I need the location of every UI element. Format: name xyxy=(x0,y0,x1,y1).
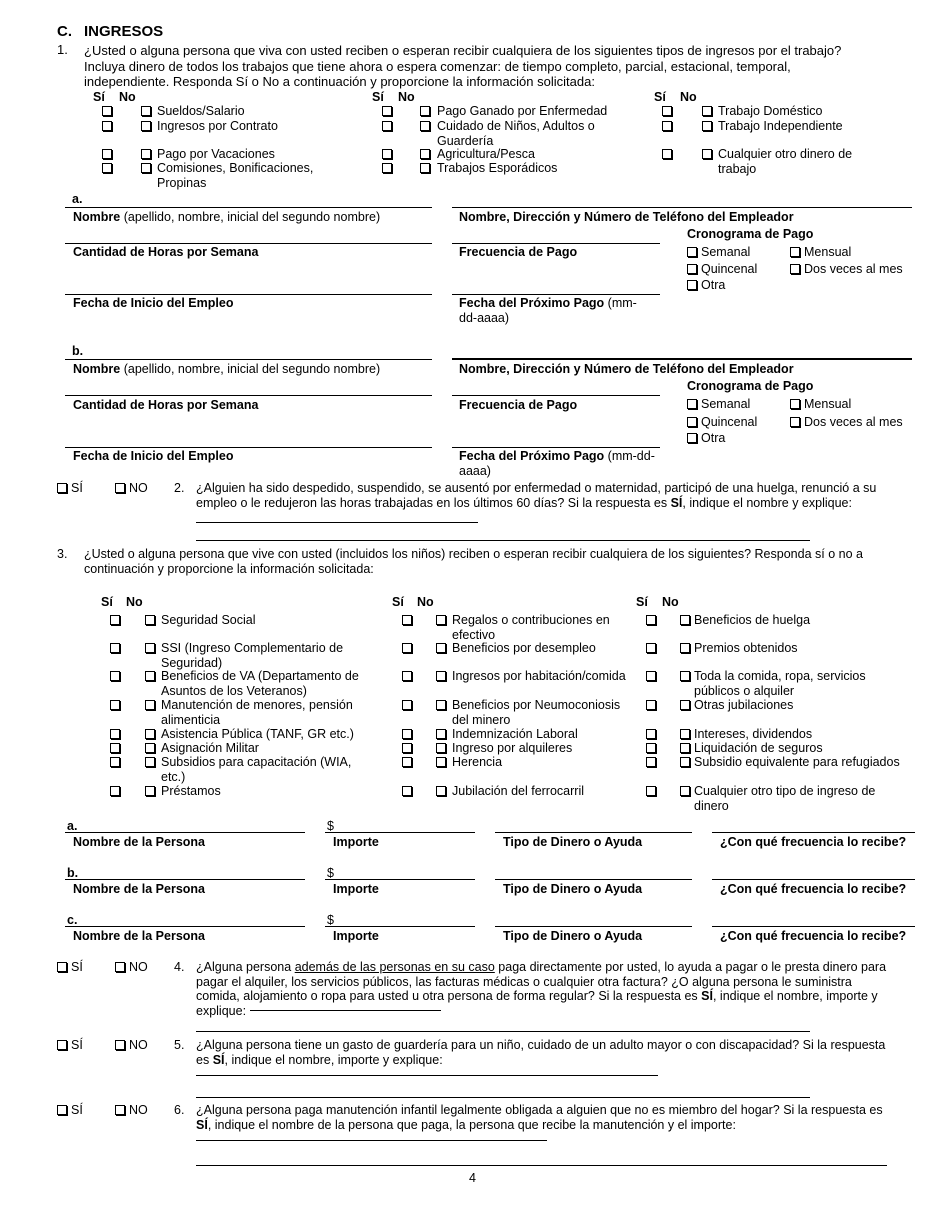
q1-no-header-1: No xyxy=(119,90,136,104)
q1-c2-r4-no-checkbox[interactable] xyxy=(420,163,430,173)
q3-c1-r4-label: Manutención de menores, pensión alimenticia xyxy=(161,698,353,727)
income-c-amount-label: Importe xyxy=(333,929,379,943)
income-a-letter: a. xyxy=(67,819,78,833)
income-c-freq-label: ¿Con qué frecuencia lo recibe? xyxy=(720,929,907,943)
q3-yes-header-1: Sí xyxy=(101,595,113,609)
q3-yes-header-3: Sí xyxy=(636,595,648,609)
q1-c3-r1-label: Trabajo Doméstico xyxy=(718,104,823,118)
income-c-person-label: Nombre de la Persona xyxy=(73,929,205,943)
employer-b-next-label: Fecha del Próximo Pago (mm-dd-aaaa) xyxy=(459,449,655,478)
q3-c1-r2-yes-checkbox[interactable] xyxy=(110,643,120,653)
employer-a-freq-label: Frecuencia de Pago xyxy=(459,245,578,259)
q1-c1-r1-label: Sueldos/Salario xyxy=(157,104,245,118)
q1-c1-r4-label: Comisiones, Bonificaciones, Propinas xyxy=(157,161,314,190)
q1-c1-r3-yes-checkbox[interactable] xyxy=(102,149,112,159)
q3-no-header-3: No xyxy=(662,595,679,609)
income-c-type-label: Tipo de Dinero o Ayuda xyxy=(503,929,643,943)
q1-c2-r4-yes-checkbox[interactable] xyxy=(382,163,392,173)
q3-c3-r6-label: Liquidación de seguros xyxy=(694,741,823,755)
q3-c1-r1-label: Seguridad Social xyxy=(161,613,256,627)
income-a-person-label: Nombre de la Persona xyxy=(73,835,205,849)
q1-no-header-3: No xyxy=(680,90,697,104)
employer-a-start-label: Fecha de Inicio del Empleo xyxy=(73,296,234,310)
income-b-type-label: Tipo de Dinero o Ayuda xyxy=(503,882,643,896)
q3-c3-r1-no-checkbox[interactable] xyxy=(680,615,690,625)
q3-c2-r5-no-checkbox[interactable] xyxy=(436,729,446,739)
q3-c3-r5-no-checkbox[interactable] xyxy=(680,729,690,739)
q2-text: ¿Alguien ha sido despedido, suspendido, se ausentó por enfermedad o maternidad, participó de una huelga, renunció a su empleo o le redujeron las horas trabajadas en los últimos 60 días? Si la respuesta es SÍ, indique el nombre y explique: xyxy=(196,481,877,510)
q3-no-header-1: No xyxy=(126,595,143,609)
q3-number: 3. xyxy=(57,547,68,561)
q3-c3-r3-label: Toda la comida, ropa, servicios públicos o alquiler xyxy=(694,669,866,698)
q3-c1-r8-no-checkbox[interactable] xyxy=(145,786,155,796)
q3-c1-r6-no-checkbox[interactable] xyxy=(145,743,155,753)
q3-c3-r7-yes-checkbox[interactable] xyxy=(646,757,656,767)
q3-c2-r5-yes-checkbox[interactable] xyxy=(402,729,412,739)
q3-c2-r2-label: Beneficios por desempleo xyxy=(452,641,596,655)
q3-c2-r2-yes-checkbox[interactable] xyxy=(402,643,412,653)
q3-c2-r8-label: Jubilación del ferrocarril xyxy=(452,784,585,798)
q3-yes-header-2: Sí xyxy=(392,595,404,609)
q3-c1-r3-no-checkbox[interactable] xyxy=(145,671,155,681)
q3-c2-r1-yes-checkbox[interactable] xyxy=(402,615,412,625)
q3-c3-r4-no-checkbox[interactable] xyxy=(680,700,690,710)
q3-c1-r5-yes-checkbox[interactable] xyxy=(110,729,120,739)
q3-c3-r1-label: Beneficios de huelga xyxy=(694,613,811,627)
q3-no-header-2: No xyxy=(417,595,434,609)
q3-c2-r6-yes-checkbox[interactable] xyxy=(402,743,412,753)
q3-text: ¿Usted o alguna persona que vive con usted (incluidos los niños) reciben o esperan recibir cualquiera de los siguientes? Responda sí o no a continuación y proporcione la información solicitada: xyxy=(84,547,863,576)
q4-text: ¿Alguna persona además de las personas en su caso paga directamente por usted, lo ayuda a pagar o le presta dinero para pagar el alquiler, los servicios públicos, las facturas médicas o cualquier otra factura? ¿O alguna persona le suministra comida, alojamiento o ropa para usted u otra persona de forma regular? Si la respuesta es SÍ, indique el nombre, importe y explique: xyxy=(196,960,887,1018)
q1-c1-r3-no-checkbox[interactable] xyxy=(141,149,151,159)
q3-c2-r8-no-checkbox[interactable] xyxy=(436,786,446,796)
employer-a-opt-mensual[interactable]: Mensual xyxy=(790,245,851,260)
q1-c3-r3-yes-checkbox[interactable] xyxy=(662,149,672,159)
q1-yes-header-2: Sí xyxy=(372,90,384,104)
q3-c1-r7-no-checkbox[interactable] xyxy=(145,757,155,767)
q3-c1-r2-no-checkbox[interactable] xyxy=(145,643,155,653)
employer-b-opt-semanal[interactable]: Semanal xyxy=(687,397,750,412)
q3-c3-r1-yes-checkbox[interactable] xyxy=(646,615,656,625)
q1-c2-r3-no-checkbox[interactable] xyxy=(420,149,430,159)
q3-c2-r6-no-checkbox[interactable] xyxy=(436,743,446,753)
q3-c1-r5-label: Asistencia Pública (TANF, GR etc.) xyxy=(161,727,354,741)
q4-yes-option[interactable]: SÍ xyxy=(57,960,83,975)
q3-c3-r4-yes-checkbox[interactable] xyxy=(646,700,656,710)
income-b-freq-label: ¿Con qué frecuencia lo recibe? xyxy=(720,882,907,896)
employer-a-name-label: Nombre (apellido, nombre, inicial del segundo nombre) xyxy=(73,210,381,224)
q3-c1-r3-label: Beneficios de VA (Departamento de Asuntos de los Veteranos) xyxy=(161,669,359,698)
q3-c2-r1-no-checkbox[interactable] xyxy=(436,615,446,625)
q1-c2-r3-yes-checkbox[interactable] xyxy=(382,149,392,159)
q3-c3-r3-no-checkbox[interactable] xyxy=(680,671,690,681)
q3-c2-r5-label: Indemnización Laboral xyxy=(452,727,578,741)
q1-number: 1. xyxy=(57,42,68,57)
q1-c3-r1-no-checkbox[interactable] xyxy=(702,106,712,116)
q1-c1-r1-no-checkbox[interactable] xyxy=(141,106,151,116)
employer-b-opt-mensual[interactable]: Mensual xyxy=(790,397,851,412)
q1-c1-r3-label: Pago por Vacaciones xyxy=(157,147,275,161)
q3-c3-r7-label: Subsidio equivalente para refugiados xyxy=(694,755,900,769)
q3-c3-r8-yes-checkbox[interactable] xyxy=(646,786,656,796)
q3-c1-r1-no-checkbox[interactable] xyxy=(145,615,155,625)
income-c-letter: c. xyxy=(67,913,78,927)
q3-c2-r2-no-checkbox[interactable] xyxy=(436,643,446,653)
q6-number: 6. xyxy=(174,1103,185,1117)
q3-c3-r6-no-checkbox[interactable] xyxy=(680,743,690,753)
q2-yes-option[interactable]: SÍ xyxy=(57,481,83,496)
employer-a-next-label: Fecha del Próximo Pago (mm-dd-aaaa) xyxy=(459,296,637,325)
employer-b-hours-label: Cantidad de Horas por Semana xyxy=(73,398,259,412)
q3-c1-r8-yes-checkbox[interactable] xyxy=(110,786,120,796)
q1-c2-r2-no-checkbox[interactable] xyxy=(420,121,430,131)
q1-c1-r2-label: Ingresos por Contrato xyxy=(157,119,278,133)
q1-c1-r1-yes-checkbox[interactable] xyxy=(102,106,112,116)
q1-no-header-2: No xyxy=(398,90,415,104)
q1-c2-r1-yes-checkbox[interactable] xyxy=(382,106,392,116)
q5-text: ¿Alguna persona tiene un gasto de guardería para un niño, cuidado de un adulto mayor o con discapacidad? Si la respuesta es SÍ, indique el nombre, importe y explique: xyxy=(196,1038,886,1067)
q3-c2-r4-no-checkbox[interactable] xyxy=(436,700,446,710)
q3-c3-r2-label: Premios obtenidos xyxy=(694,641,798,655)
income-a-type-label: Tipo de Dinero o Ayuda xyxy=(503,835,643,849)
q1-c3-r2-yes-checkbox[interactable] xyxy=(662,121,672,131)
employer-a-opt-dos-veces[interactable]: Dos veces al mes xyxy=(790,262,903,277)
employer-b-start-label: Fecha de Inicio del Empleo xyxy=(73,449,234,463)
q3-c2-r7-yes-checkbox[interactable] xyxy=(402,757,412,767)
employer-a-hours-label: Cantidad de Horas por Semana xyxy=(73,245,259,259)
employer-b-schedule-label: Cronograma de Pago xyxy=(687,379,814,393)
employer-a-opt-semanal[interactable]: Semanal xyxy=(687,245,750,260)
q5-number: 5. xyxy=(174,1038,185,1052)
q3-c1-r6-yes-checkbox[interactable] xyxy=(110,743,120,753)
q3-c2-r7-label: Herencia xyxy=(452,755,503,769)
q3-c2-r3-no-checkbox[interactable] xyxy=(436,671,446,681)
q2-no-option[interactable]: NO xyxy=(115,481,148,496)
q3-c2-r3-label: Ingresos por habitación/comida xyxy=(452,669,626,683)
employer-a-opt-quincenal[interactable]: Quincenal xyxy=(687,262,757,277)
q3-c1-r1-yes-checkbox[interactable] xyxy=(110,615,120,625)
q4-no-option[interactable]: NO xyxy=(115,960,148,975)
q1-c1-r2-no-checkbox[interactable] xyxy=(141,121,151,131)
employer-a-opt-otra[interactable]: Otra xyxy=(687,278,725,293)
q1-c2-r4-label: Trabajos Esporádicos xyxy=(437,161,558,175)
income-b-dollar: $ xyxy=(327,866,334,880)
q3-c1-r5-no-checkbox[interactable] xyxy=(145,729,155,739)
q3-c3-r4-label: Otras jubilaciones xyxy=(694,698,794,712)
income-b-person-label: Nombre de la Persona xyxy=(73,882,205,896)
employer-a-letter: a. xyxy=(72,192,83,206)
q1-c2-r2-label: Cuidado de Niños, Adultos o Guardería xyxy=(437,119,595,148)
q1-c2-r2-yes-checkbox[interactable] xyxy=(382,121,392,131)
q1-c1-r2-yes-checkbox[interactable] xyxy=(102,121,112,131)
q6-text: ¿Alguna persona paga manutención infantil legalmente obligada a alguien que no es miembro del hogar? Si la respuesta es SÍ, indique el nombre de la persona que paga, la persona que recibe la manutención y el importe: xyxy=(196,1103,883,1132)
q3-c3-r3-yes-checkbox[interactable] xyxy=(646,671,656,681)
income-a-amount-label: Importe xyxy=(333,835,379,849)
employer-b-opt-dos-veces[interactable]: Dos veces al mes xyxy=(790,415,903,430)
q3-c2-r4-yes-checkbox[interactable] xyxy=(402,700,412,710)
employer-b-name-label: Nombre (apellido, nombre, inicial del segundo nombre) xyxy=(73,362,381,376)
employer-b-opt-quincenal[interactable]: Quincenal xyxy=(687,415,757,430)
q1-c2-r1-label: Pago Ganado por Enfermedad xyxy=(437,104,608,118)
q3-c2-r1-label: Regalos o contribuciones en efectivo xyxy=(452,613,610,642)
q4-number: 4. xyxy=(174,960,185,974)
income-a-freq-label: ¿Con qué frecuencia lo recibe? xyxy=(720,835,907,849)
employer-b-opt-otra[interactable]: Otra xyxy=(687,431,725,446)
section-title: INGRESOS xyxy=(84,23,164,40)
q3-c1-r7-yes-checkbox[interactable] xyxy=(110,757,120,767)
q1-c3-r2-no-checkbox[interactable] xyxy=(702,121,712,131)
q1-c3-r1-yes-checkbox[interactable] xyxy=(662,106,672,116)
employer-b-employer-label: Nombre, Dirección y Número de Teléfono del Empleador xyxy=(459,362,794,376)
q3-c3-r2-yes-checkbox[interactable] xyxy=(646,643,656,653)
q3-c2-r3-yes-checkbox[interactable] xyxy=(402,671,412,681)
q3-c3-r8-no-checkbox[interactable] xyxy=(680,786,690,796)
q3-c1-r4-no-checkbox[interactable] xyxy=(145,700,155,710)
q1-c1-r4-yes-checkbox[interactable] xyxy=(102,163,112,173)
section-letter: C. xyxy=(57,23,72,40)
q1-c2-r1-no-checkbox[interactable] xyxy=(420,106,430,116)
q1-yes-header-3: Sí xyxy=(654,90,666,104)
q3-c2-r7-no-checkbox[interactable] xyxy=(436,757,446,767)
q3-c1-r8-label: Préstamos xyxy=(161,784,221,798)
q3-c1-r6-label: Asignación Militar xyxy=(161,741,259,755)
q6-no-option[interactable]: NO xyxy=(115,1103,148,1118)
q1-c3-r3-no-checkbox[interactable] xyxy=(702,149,712,159)
employer-b-freq-label: Frecuencia de Pago xyxy=(459,398,578,412)
q3-c3-r8-label: Cualquier otro tipo de ingreso de dinero xyxy=(694,784,876,813)
income-b-letter: b. xyxy=(67,866,79,880)
q3-c3-r6-yes-checkbox[interactable] xyxy=(646,743,656,753)
q5-yes-option[interactable]: SÍ xyxy=(57,1038,83,1053)
q3-c3-r5-label: Intereses, dividendos xyxy=(694,727,813,741)
income-c-dollar: $ xyxy=(327,913,334,927)
q3-c3-r2-no-checkbox[interactable] xyxy=(680,643,690,653)
q2-number: 2. xyxy=(174,481,185,495)
employer-b-letter: b. xyxy=(72,344,84,358)
q1-c1-r4-no-checkbox[interactable] xyxy=(141,163,151,173)
q1-yes-header-1: Sí xyxy=(93,90,105,104)
q1-text: ¿Usted o alguna persona que viva con usted reciben o esperan recibir cualquiera de los siguientes tipos de ingresos por el trabajo? Incluya dinero de todos los trabajos que tiene ahora o espera comenzar: de tiempo completo, parcial, estacional, temporal, independiente. Responda Sí o No a continuación y proporcione la información solicitada: xyxy=(84,43,842,89)
q3-c2-r6-label: Ingreso por alquileres xyxy=(452,741,573,755)
q3-c1-r3-yes-checkbox[interactable] xyxy=(110,671,120,681)
page-number: 4 xyxy=(469,1171,476,1185)
income-a-dollar: $ xyxy=(327,819,334,833)
employer-a-employer-label: Nombre, Dirección y Número de Teléfono del Empleador xyxy=(459,210,794,224)
income-b-amount-label: Importe xyxy=(333,882,379,896)
q1-c3-r2-label: Trabajo Independiente xyxy=(718,119,843,133)
employer-a-schedule-label: Cronograma de Pago xyxy=(687,227,814,241)
q6-yes-option[interactable]: SÍ xyxy=(57,1103,83,1118)
q3-c2-r4-label: Beneficios por Neumoconiosis del minero xyxy=(452,698,621,727)
q3-c3-r5-yes-checkbox[interactable] xyxy=(646,729,656,739)
q5-no-option[interactable]: NO xyxy=(115,1038,148,1053)
q3-c1-r2-label: SSI (Ingreso Complementario de Seguridad) xyxy=(161,641,344,670)
q3-c2-r8-yes-checkbox[interactable] xyxy=(402,786,412,796)
q3-c3-r7-no-checkbox[interactable] xyxy=(680,757,690,767)
q1-c2-r3-label: Agricultura/Pesca xyxy=(437,147,535,161)
q3-c1-r7-label: Subsidios para capacitación (WIA, etc.) xyxy=(161,755,352,784)
q1-c3-r3-label: Cualquier otro dinero de trabajo xyxy=(718,147,853,176)
q3-c1-r4-yes-checkbox[interactable] xyxy=(110,700,120,710)
